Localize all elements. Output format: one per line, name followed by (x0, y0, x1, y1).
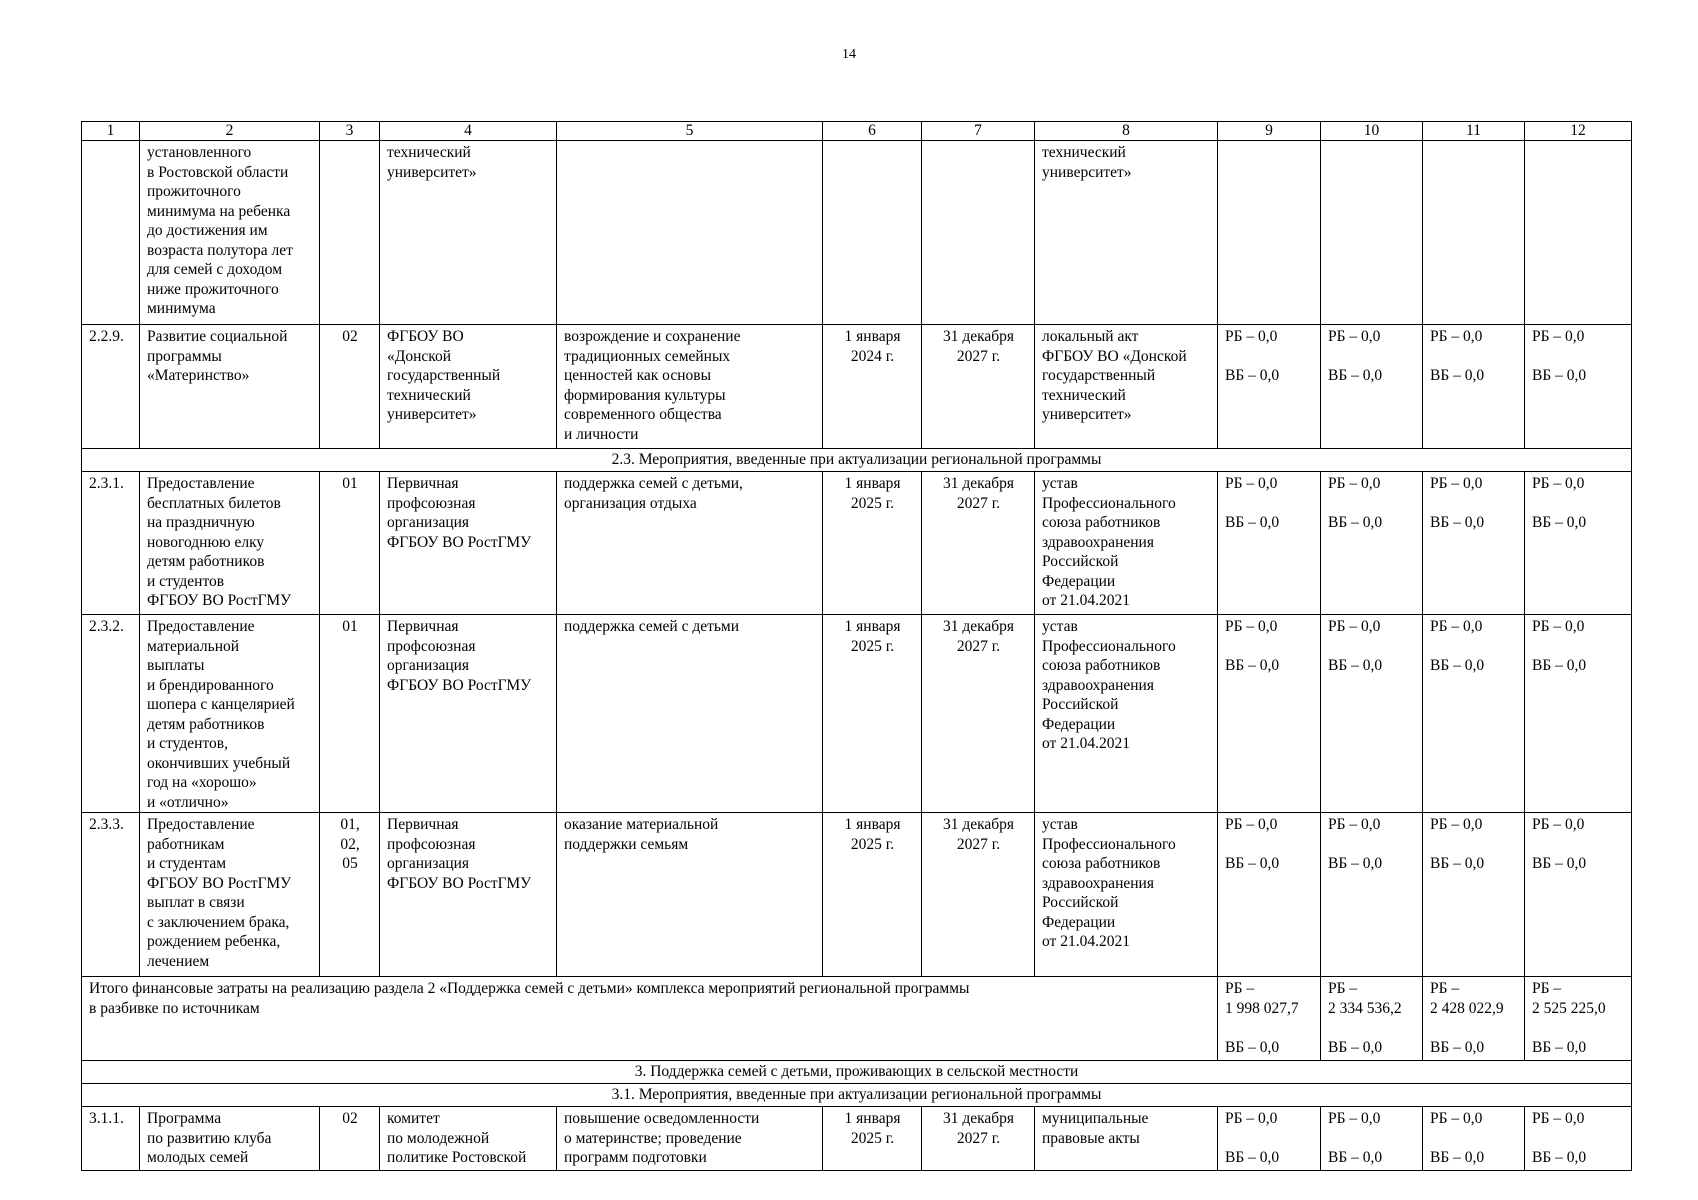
cell-document: муниципальные правовые акты (1035, 1107, 1218, 1171)
cell-end: 31 декабря 2027 г. (922, 615, 1035, 813)
cell-executor: технический университет» (380, 141, 557, 325)
cell-start: 1 января 2025 г. (823, 813, 922, 977)
measures-table (81, 121, 1632, 1171)
cell-year-1 (1218, 141, 1321, 325)
table-row-total (82, 977, 1632, 1061)
cell-year-1: РБ – 0,0 ВБ – 0,0 (1218, 813, 1321, 977)
cell-year-2: РБ – 0,0 ВБ – 0,0 (1321, 472, 1423, 615)
cell-result: возрождение и сохранение традиционных семейных ценностей как основы формирования культуры современного общества и личности (557, 325, 823, 449)
cell-end: 31 декабря 2027 г. (922, 325, 1035, 449)
column-number: 8 (1035, 122, 1218, 141)
cell-name: Предоставление материальной выплаты и брендированного шопера с канцелярией детям работников и студентов, окончивших учебный год на «хорошо» и «отлично» (140, 615, 320, 813)
cell-year-2: РБ – 0,0 ВБ – 0,0 (1321, 615, 1423, 813)
total-year-4: РБ – 2 525 225,0 ВБ – 0,0 (1525, 977, 1632, 1061)
section-row (82, 449, 1632, 472)
cell-year-3: РБ – 0,0 ВБ – 0,0 (1423, 472, 1525, 615)
cell-year-4: РБ – 0,0 ВБ – 0,0 (1525, 615, 1632, 813)
cell-result: поддержка семей с детьми, организация отдыха (557, 472, 823, 615)
column-number: 10 (1321, 122, 1423, 141)
cell-year-1: РБ – 0,0 ВБ – 0,0 (1218, 325, 1321, 449)
cell-name: Развитие социальной программы «Материнство» (140, 325, 320, 449)
cell-result: оказание материальной поддержки семьям (557, 813, 823, 977)
cell-number: 2.3.2. (82, 615, 140, 813)
total-year-1: РБ – 1 998 027,7 ВБ – 0,0 (1218, 977, 1321, 1061)
cell-year-3: РБ – 0,0 ВБ – 0,0 (1423, 813, 1525, 977)
cell-document: устав Профессионального союза работников здравоохранения Российской Федерации от 21.04.2021 (1035, 472, 1218, 615)
cell-year-3 (1423, 141, 1525, 325)
cell-document: технический университет» (1035, 141, 1218, 325)
total-label: Итого финансовые затраты на реализацию раздела 2 «Поддержка семей с детьми» комплекса мероприятий региональной программы в разбивке по источникам (82, 977, 1218, 1061)
column-number: 2 (140, 122, 320, 141)
column-number: 7 (922, 122, 1035, 141)
total-year-2: РБ – 2 334 536,2 ВБ – 0,0 (1321, 977, 1423, 1061)
cell-year-4: РБ – 0,0 ВБ – 0,0 (1525, 472, 1632, 615)
page-number: 14 (842, 47, 856, 62)
cell-executor: ФГБОУ ВО «Донской государственный технический университет» (380, 325, 557, 449)
cell-year-3: РБ – 0,0 ВБ – 0,0 (1423, 1107, 1525, 1171)
total-year-3: РБ – 2 428 022,9 ВБ – 0,0 (1423, 977, 1525, 1061)
cell-code: 02 (320, 325, 380, 449)
column-number: 9 (1218, 122, 1321, 141)
cell-year-3: РБ – 0,0 ВБ – 0,0 (1423, 325, 1525, 449)
cell-code: 01, 02, 05 (320, 813, 380, 977)
cell-year-1: РБ – 0,0 ВБ – 0,0 (1218, 615, 1321, 813)
column-number: 12 (1525, 122, 1632, 141)
cell-end (922, 141, 1035, 325)
cell-start: 1 января 2025 г. (823, 1107, 922, 1171)
cell-name: установленного в Ростовской области прожиточного минимума на ребенка до достижения им возраста полутора лет для семей с доходом ниже прожиточного минимума (140, 141, 320, 325)
cell-year-2 (1321, 141, 1423, 325)
cell-result: поддержка семей с детьми (557, 615, 823, 813)
cell-code: 01 (320, 472, 380, 615)
cell-document: устав Профессионального союза работников здравоохранения Российской Федерации от 21.04.2021 (1035, 813, 1218, 977)
cell-number: 2.3.1. (82, 472, 140, 615)
column-number: 4 (380, 122, 557, 141)
cell-start (823, 141, 922, 325)
cell-document: локальный акт ФГБОУ ВО «Донской государственный технический университет» (1035, 325, 1218, 449)
cell-year-4: РБ – 0,0 ВБ – 0,0 (1525, 813, 1632, 977)
column-number: 1 (82, 122, 140, 141)
cell-end: 31 декабря 2027 г. (922, 472, 1035, 615)
section-heading: 2.3. Мероприятия, введенные при актуализации региональной программы (82, 449, 1632, 472)
cell-document: устав Профессионального союза работников здравоохранения Российской Федерации от 21.04.2021 (1035, 615, 1218, 813)
section-row (82, 1084, 1632, 1107)
section-heading: 3.1. Мероприятия, введенные при актуализации региональной программы (82, 1084, 1632, 1107)
cell-year-4 (1525, 141, 1632, 325)
cell-year-3: РБ – 0,0 ВБ – 0,0 (1423, 615, 1525, 813)
cell-end: 31 декабря 2027 г. (922, 1107, 1035, 1171)
cell-name: Программа по развитию клуба молодых семей (140, 1107, 320, 1171)
cell-number: 2.3.3. (82, 813, 140, 977)
table-row-continuation (82, 141, 1632, 325)
table-row-3-1-1 (82, 1107, 1632, 1171)
cell-executor: Первичная профсоюзная организация ФГБОУ ВО РостГМУ (380, 813, 557, 977)
cell-result: повышение осведомленности о материнстве; проведение программ подготовки (557, 1107, 823, 1171)
cell-year-1: РБ – 0,0 ВБ – 0,0 (1218, 472, 1321, 615)
cell-result (557, 141, 823, 325)
cell-executor: Первичная профсоюзная организация ФГБОУ ВО РостГМУ (380, 615, 557, 813)
cell-year-1: РБ – 0,0 ВБ – 0,0 (1218, 1107, 1321, 1171)
cell-year-2: РБ – 0,0 ВБ – 0,0 (1321, 325, 1423, 449)
column-numbers-row (82, 122, 1632, 141)
section-row (82, 1061, 1632, 1084)
table-row-2-2-9 (82, 325, 1632, 449)
cell-code (320, 141, 380, 325)
column-number: 5 (557, 122, 823, 141)
table-row-2-3-1 (82, 472, 1632, 615)
cell-year-2: РБ – 0,0 ВБ – 0,0 (1321, 813, 1423, 977)
cell-start: 1 января 2025 г. (823, 615, 922, 813)
cell-year-2: РБ – 0,0 ВБ – 0,0 (1321, 1107, 1423, 1171)
cell-start: 1 января 2025 г. (823, 472, 922, 615)
cell-name: Предоставление бесплатных билетов на праздничную новогоднюю елку детям работников и студентов ФГБОУ ВО РостГМУ (140, 472, 320, 615)
cell-number: 3.1.1. (82, 1107, 140, 1171)
cell-executor: Первичная профсоюзная организация ФГБОУ ВО РостГМУ (380, 472, 557, 615)
column-number: 11 (1423, 122, 1525, 141)
cell-year-4: РБ – 0,0 ВБ – 0,0 (1525, 325, 1632, 449)
cell-code: 01 (320, 615, 380, 813)
cell-end: 31 декабря 2027 г. (922, 813, 1035, 977)
table-row-2-3-2 (82, 615, 1632, 813)
section-heading: 3. Поддержка семей с детьми, проживающих в сельской местности (82, 1061, 1632, 1084)
cell-number (82, 141, 140, 325)
cell-name: Предоставление работникам и студентам ФГБОУ ВО РостГМУ выплат в связи с заключением брака, рождением ребенка, лечением (140, 813, 320, 977)
cell-code: 02 (320, 1107, 380, 1171)
cell-year-4: РБ – 0,0 ВБ – 0,0 (1525, 1107, 1632, 1171)
column-number: 3 (320, 122, 380, 141)
cell-number: 2.2.9. (82, 325, 140, 449)
cell-executor: комитет по молодежной политике Ростовской (380, 1107, 557, 1171)
column-number: 6 (823, 122, 922, 141)
cell-start: 1 января 2024 г. (823, 325, 922, 449)
table-row-2-3-3 (82, 813, 1632, 977)
